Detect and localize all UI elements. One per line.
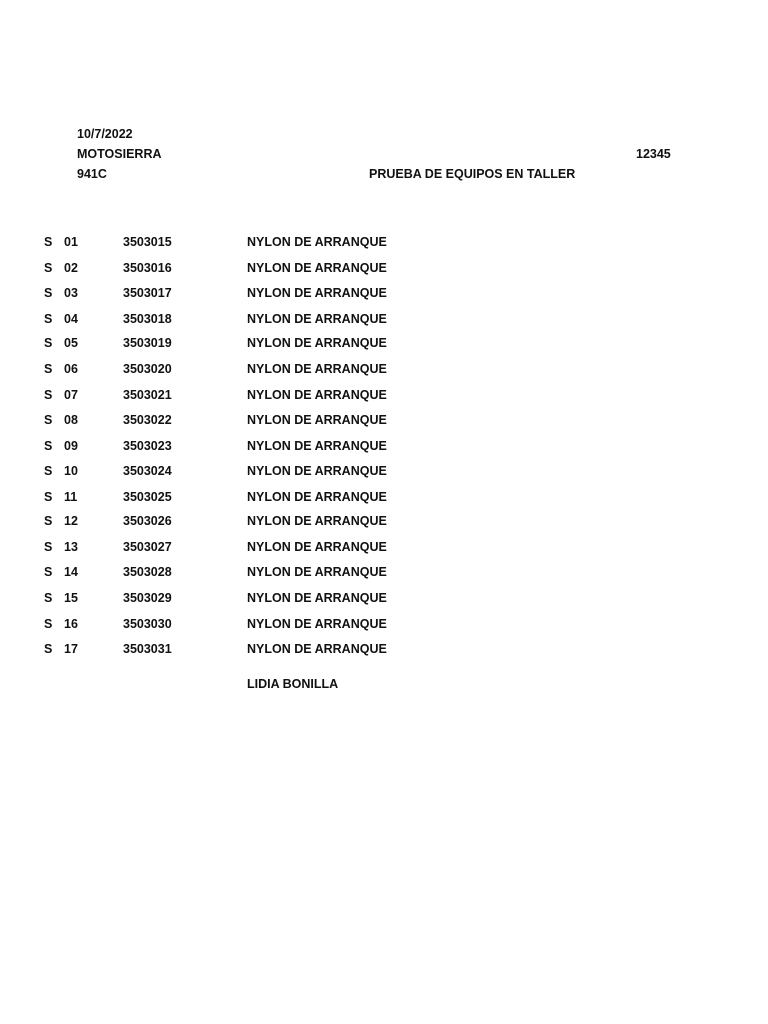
item-code: 3503017 [123,286,172,300]
series-letter: S [44,617,53,631]
item-description: NYLON DE ARRANQUE [247,388,387,402]
header-date: 10/7/2022 [77,127,133,141]
document-title: PRUEBA DE EQUIPOS EN TALLER [369,167,576,181]
table-row [0,388,768,402]
item-number: 13 [64,540,78,554]
table-row [0,591,768,605]
table-row [0,490,768,504]
item-code: 3503031 [123,642,172,656]
series-letter: S [44,439,53,453]
table-row [0,565,768,579]
item-code: 3503021 [123,388,172,402]
item-description: NYLON DE ARRANQUE [247,540,387,554]
series-letter: S [44,388,53,402]
item-number: 12 [64,514,78,528]
signature-name: LIDIA BONILLA [247,677,339,691]
header-model: 941C [77,167,107,181]
item-code: 3503016 [123,261,172,275]
item-number: 06 [64,362,78,376]
table-row [0,514,768,528]
item-number: 05 [64,336,78,350]
item-description: NYLON DE ARRANQUE [247,514,387,528]
item-code: 3503023 [123,439,172,453]
item-description: NYLON DE ARRANQUE [247,439,387,453]
item-number: 10 [64,464,78,478]
item-number: 08 [64,413,78,427]
item-code: 3503022 [123,413,172,427]
table-row [0,362,768,376]
item-description: NYLON DE ARRANQUE [247,591,387,605]
item-description: NYLON DE ARRANQUE [247,312,387,326]
item-code: 3503015 [123,235,172,249]
item-description: NYLON DE ARRANQUE [247,413,387,427]
item-number: 11 [64,490,78,504]
table-row [0,617,768,631]
table-row [0,261,768,275]
item-number: 14 [64,565,78,579]
table-row [0,336,768,350]
item-description: NYLON DE ARRANQUE [247,617,387,631]
item-number: 15 [64,591,78,605]
item-number: 04 [64,312,78,326]
series-letter: S [44,514,53,528]
item-number: 09 [64,439,78,453]
item-code: 3503026 [123,514,172,528]
item-code: 3503019 [123,336,172,350]
table-row [0,540,768,554]
item-number: 16 [64,617,78,631]
series-letter: S [44,261,53,275]
item-description: NYLON DE ARRANQUE [247,286,387,300]
item-code: 3503018 [123,312,172,326]
series-letter: S [44,490,53,504]
series-letter: S [44,413,53,427]
item-description: NYLON DE ARRANQUE [247,362,387,376]
item-description: NYLON DE ARRANQUE [247,261,387,275]
table-row [0,286,768,300]
series-letter: S [44,464,53,478]
table-row [0,439,768,453]
series-letter: S [44,540,53,554]
item-code: 3503020 [123,362,172,376]
table-row [0,235,768,249]
item-code: 3503029 [123,591,172,605]
series-letter: S [44,591,53,605]
item-number: 02 [64,261,78,275]
series-letter: S [44,336,53,350]
series-letter: S [44,286,53,300]
item-description: NYLON DE ARRANQUE [247,464,387,478]
item-code: 3503025 [123,490,172,504]
item-number: 01 [64,235,78,249]
header-equipment: MOTOSIERRA [77,147,162,161]
item-code: 3503024 [123,464,172,478]
header-number: 12345 [636,147,671,161]
table-row [0,413,768,427]
series-letter: S [44,565,53,579]
item-number: 07 [64,388,78,402]
series-letter: S [44,235,53,249]
item-code: 3503027 [123,540,172,554]
table-row [0,464,768,478]
item-description: NYLON DE ARRANQUE [247,235,387,249]
item-code: 3503030 [123,617,172,631]
item-description: NYLON DE ARRANQUE [247,490,387,504]
series-letter: S [44,312,53,326]
table-row [0,642,768,656]
item-number: 03 [64,286,78,300]
series-letter: S [44,362,53,376]
item-description: NYLON DE ARRANQUE [247,336,387,350]
item-code: 3503028 [123,565,172,579]
item-number: 17 [64,642,78,656]
item-description: NYLON DE ARRANQUE [247,565,387,579]
table-row [0,312,768,326]
series-letter: S [44,642,53,656]
item-description: NYLON DE ARRANQUE [247,642,387,656]
